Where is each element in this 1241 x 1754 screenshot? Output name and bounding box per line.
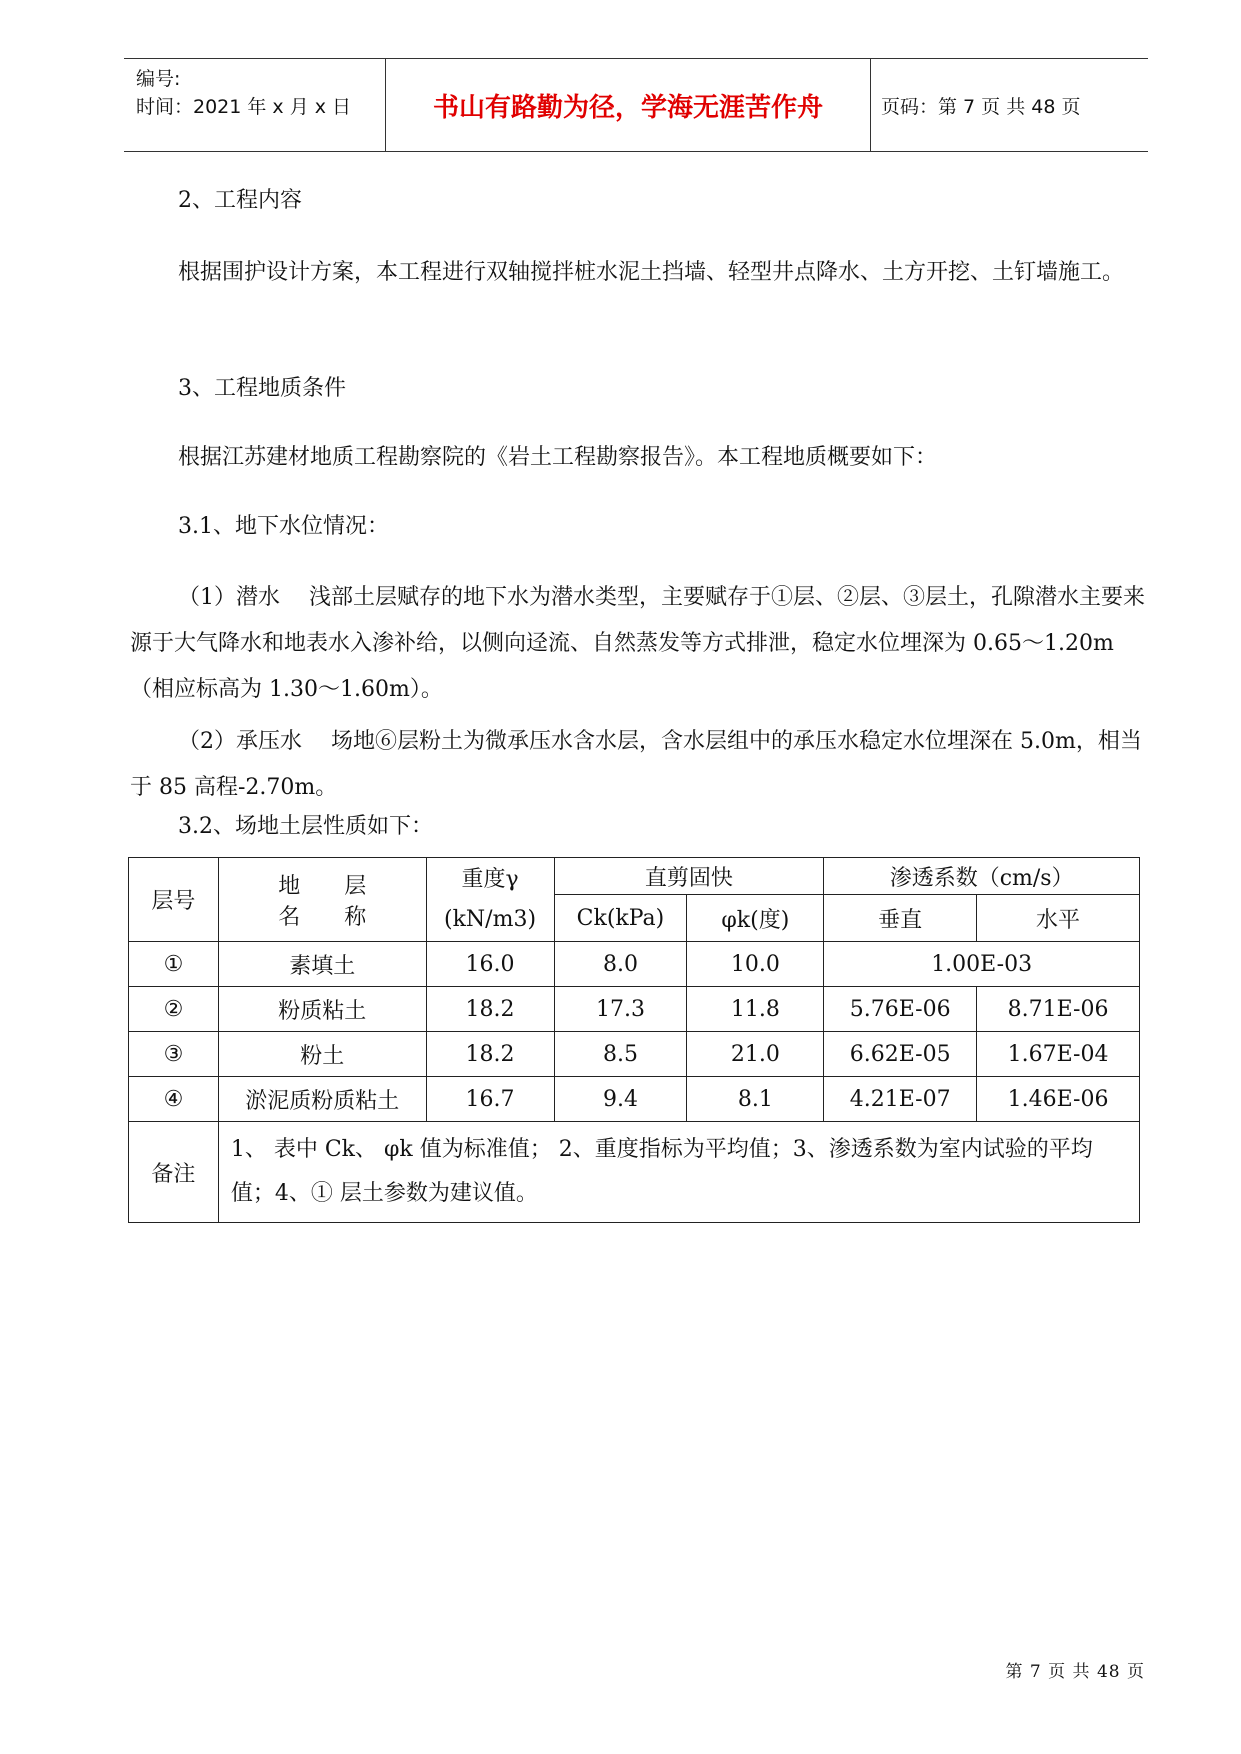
cell-layer-name: 粉土: [218, 1032, 426, 1077]
cell-kv: 6.62E-05: [824, 1032, 977, 1077]
table-row: [129, 987, 1140, 1032]
phreatic-water-paragraph: （1）潜水 浅部土层赋存的地下水为潜水类型，主要赋存于①层、②层、③层土，孔隙潜水主要来源于大气降水和地表水入渗补给，以侧向迳流、自然蒸发等方式排泄，稳定水位埋深为 0.65～1.20m（相应标高为 1.30～1.60m）。: [130, 585, 1145, 702]
cell-gamma: 16.0: [426, 942, 554, 987]
cell-layer-no: ④: [129, 1077, 219, 1122]
cell-layer-no: ②: [129, 987, 219, 1032]
header-motto: 书山有路勤为径，学海无涯苦作舟: [386, 59, 871, 151]
cell-kh: 1.67E-04: [977, 1032, 1140, 1077]
cell-layer-name: 粉质粘土: [218, 987, 426, 1032]
header-density-line1: 重度γ: [461, 866, 519, 892]
time-label: 时间：2021 年 x 月 x 日: [136, 96, 352, 118]
cell-ck: 8.5: [554, 1032, 687, 1077]
confined-water-paragraph: （2）承压水 场地⑥层粉土为微承压水含水层，含水层组中的承压水稳定水位埋深在 5.0m，相当于 85 高程-2.70m。: [130, 729, 1142, 800]
header-layer-no: 层号: [129, 858, 219, 942]
section-2-text: 根据围护设计方案，本工程进行双轴搅拌桩水泥土挡墙、轻型井点降水、土方开挖、土钉墙施工。: [178, 260, 1125, 285]
cell-gamma: 18.2: [426, 1032, 554, 1077]
header-permeability: 渗透系数（cm/s）: [824, 858, 1140, 895]
cell-kh: 8.71E-06: [977, 987, 1140, 1032]
cell-permeability: 1.00E-03: [824, 942, 1140, 987]
cell-layer-no: ①: [129, 942, 219, 987]
header-layer-name: [218, 858, 426, 942]
section-3-text: 根据江苏建材地质工程勘察院的《岩土工程勘察报告》。本工程地质概要如下：: [178, 445, 938, 470]
cell-kh: 1.46E-06: [977, 1077, 1140, 1122]
cell-phik: 21.0: [687, 1032, 824, 1077]
header-meta: [124, 59, 386, 151]
cell-layer-name: 素填土: [218, 942, 426, 987]
section-3-title: 3、工程地质条件: [178, 376, 346, 401]
cell-ck: 17.3: [554, 987, 687, 1032]
header-ck: Ck(kPa): [554, 895, 687, 942]
note-label: 备注: [129, 1122, 219, 1223]
cell-layer-name: 淤泥质粉质粘土: [218, 1077, 426, 1122]
header-horizontal: 水平: [977, 895, 1140, 942]
header-name-line1: 地 层: [278, 873, 367, 899]
section-3-2-title: 3.2、场地土层性质如下：: [178, 814, 433, 839]
table-header-row-1: [129, 858, 1140, 895]
page-footer: 第 7 页 共 48 页: [1005, 1662, 1145, 1682]
section-2-title: 2、工程内容: [178, 188, 302, 213]
header-name-line2: 名 称: [278, 904, 367, 930]
cell-gamma: 16.7: [426, 1077, 554, 1122]
table-note-row: [129, 1122, 1140, 1223]
cell-kv: 5.76E-06: [824, 987, 977, 1032]
cell-phik: 10.0: [687, 942, 824, 987]
header-vertical: 垂直: [824, 895, 977, 942]
cell-phik: 11.8: [687, 987, 824, 1032]
page-header: [124, 58, 1148, 152]
cell-phik: 8.1: [687, 1077, 824, 1122]
table-row: [129, 1032, 1140, 1077]
cell-ck: 8.0: [554, 942, 687, 987]
header-density: [426, 858, 554, 942]
header-shear: 直剪固快: [554, 858, 824, 895]
table-row: [129, 1077, 1140, 1122]
section-3-1-title: 3.1、地下水位情况：: [178, 514, 389, 539]
header-page-info: 页码：第 7 页 共 48 页: [881, 95, 1081, 118]
soil-properties-table: [128, 857, 1140, 1223]
header-phik: φk(度): [687, 895, 824, 942]
note-text: 1、 表中 Ck、 φk 值为标准值； 2、重度指标为平均值；3、渗透系数为室内试验的平均值；4、① 层土参数为建议值。: [218, 1122, 1139, 1223]
cell-layer-no: ③: [129, 1032, 219, 1077]
header-density-line2: (kN/m3): [444, 906, 537, 932]
number-label: 编号:: [136, 68, 181, 90]
cell-gamma: 18.2: [426, 987, 554, 1032]
table-row: [129, 942, 1140, 987]
cell-kv: 4.21E-07: [824, 1077, 977, 1122]
cell-ck: 9.4: [554, 1077, 687, 1122]
